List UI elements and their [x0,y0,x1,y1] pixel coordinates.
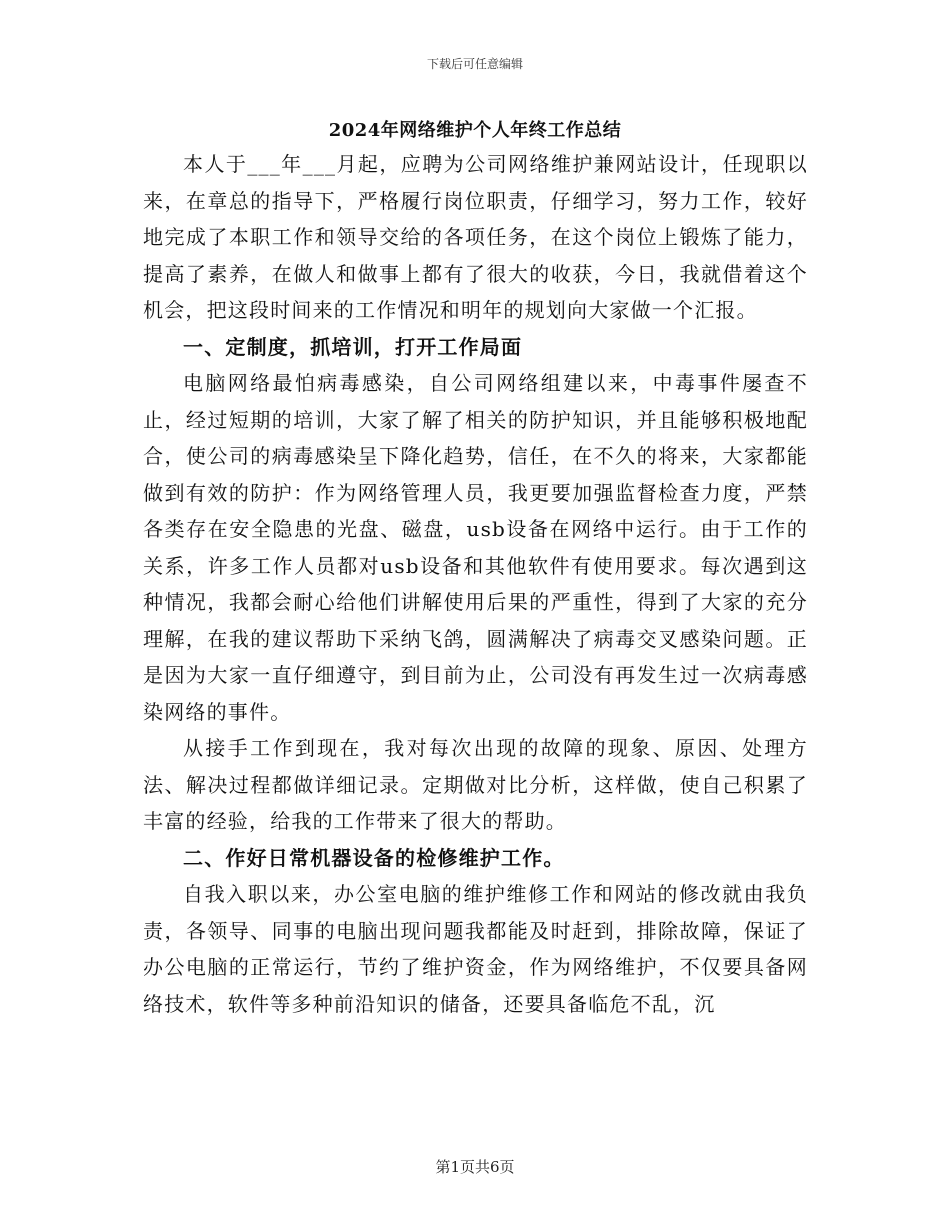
section-heading-2: 二、作好日常机器设备的检修维护工作。 [183,845,565,870]
section-1-paragraph-1: 电脑网络最怕病毒感染，自公司网络组建以来，中毒事件屡查不止，经过短期的培训，大家了解了相关的防护知识，并且能够积极地配合，使公司的病毒感染呈下降化趋势，信任，在不久的将来，大家都能做到有效的防护：作为网络管理人员，我更要加强监督检查力度，严禁各类存在安全隐患的光盘、磁盘，usb设备在网络中运行。由于工作的关系，许多工作人员都对usb设备和其他软件有使用要求。每次遇到这种情况，我都会耐心给他们讲解使用后果的严重性，得到了大家的充分理解，在我的建议帮助下采纳飞鸽，圆满解决了病毒交叉感染问题。正是因为大家一直仔细遵守，到目前为止，公司没有再发生过一次病毒感染网络的事件。 [143,371,808,724]
section-heading-1: 一、定制度，抓培训，打开工作局面 [183,334,523,359]
page-number: 第1页共6页 [435,1158,515,1176]
header-note: 下载后可任意编辑 [426,57,523,71]
document-body [143,146,808,1022]
section-1-paragraph-2: 从接手工作到现在，我对每次出现的故障的现象、原因、处理方法、解决过程都做详细记录。定期做对比分析，这样做，使自己积累了丰富的经验，给我的工作带来了很大的帮助。 [143,736,808,833]
intro-paragraph: 本人于___年___月起，应聘为公司网络维护兼网站设计，任现职以来，在章总的指导下，严格履行岗位职责，仔细学习，努力工作，较好地完成了本职工作和领导交给的各项任务，在这个岗位上锻炼了能力，提高了素养，在做人和做事上都有了很大的收获，今日，我就借着这个机会，把这段时间来的工作情况和明年的规划向大家做一个汇报。 [143,152,808,322]
section-2-paragraph-1: 自我入职以来，办公室电脑的维护维修工作和网站的修改就由我负责，各领导、同事的电脑出现问题我都能及时赶到，排除故障，保证了办公电脑的正常运行，节约了维护资金，作为网络维护，不仅要具备网络技术，软件等多种前沿知识的储备，还要具备临危不乱，沉 [143,882,808,1016]
document-title: 2024年网络维护个人年终工作总结 [328,120,622,141]
